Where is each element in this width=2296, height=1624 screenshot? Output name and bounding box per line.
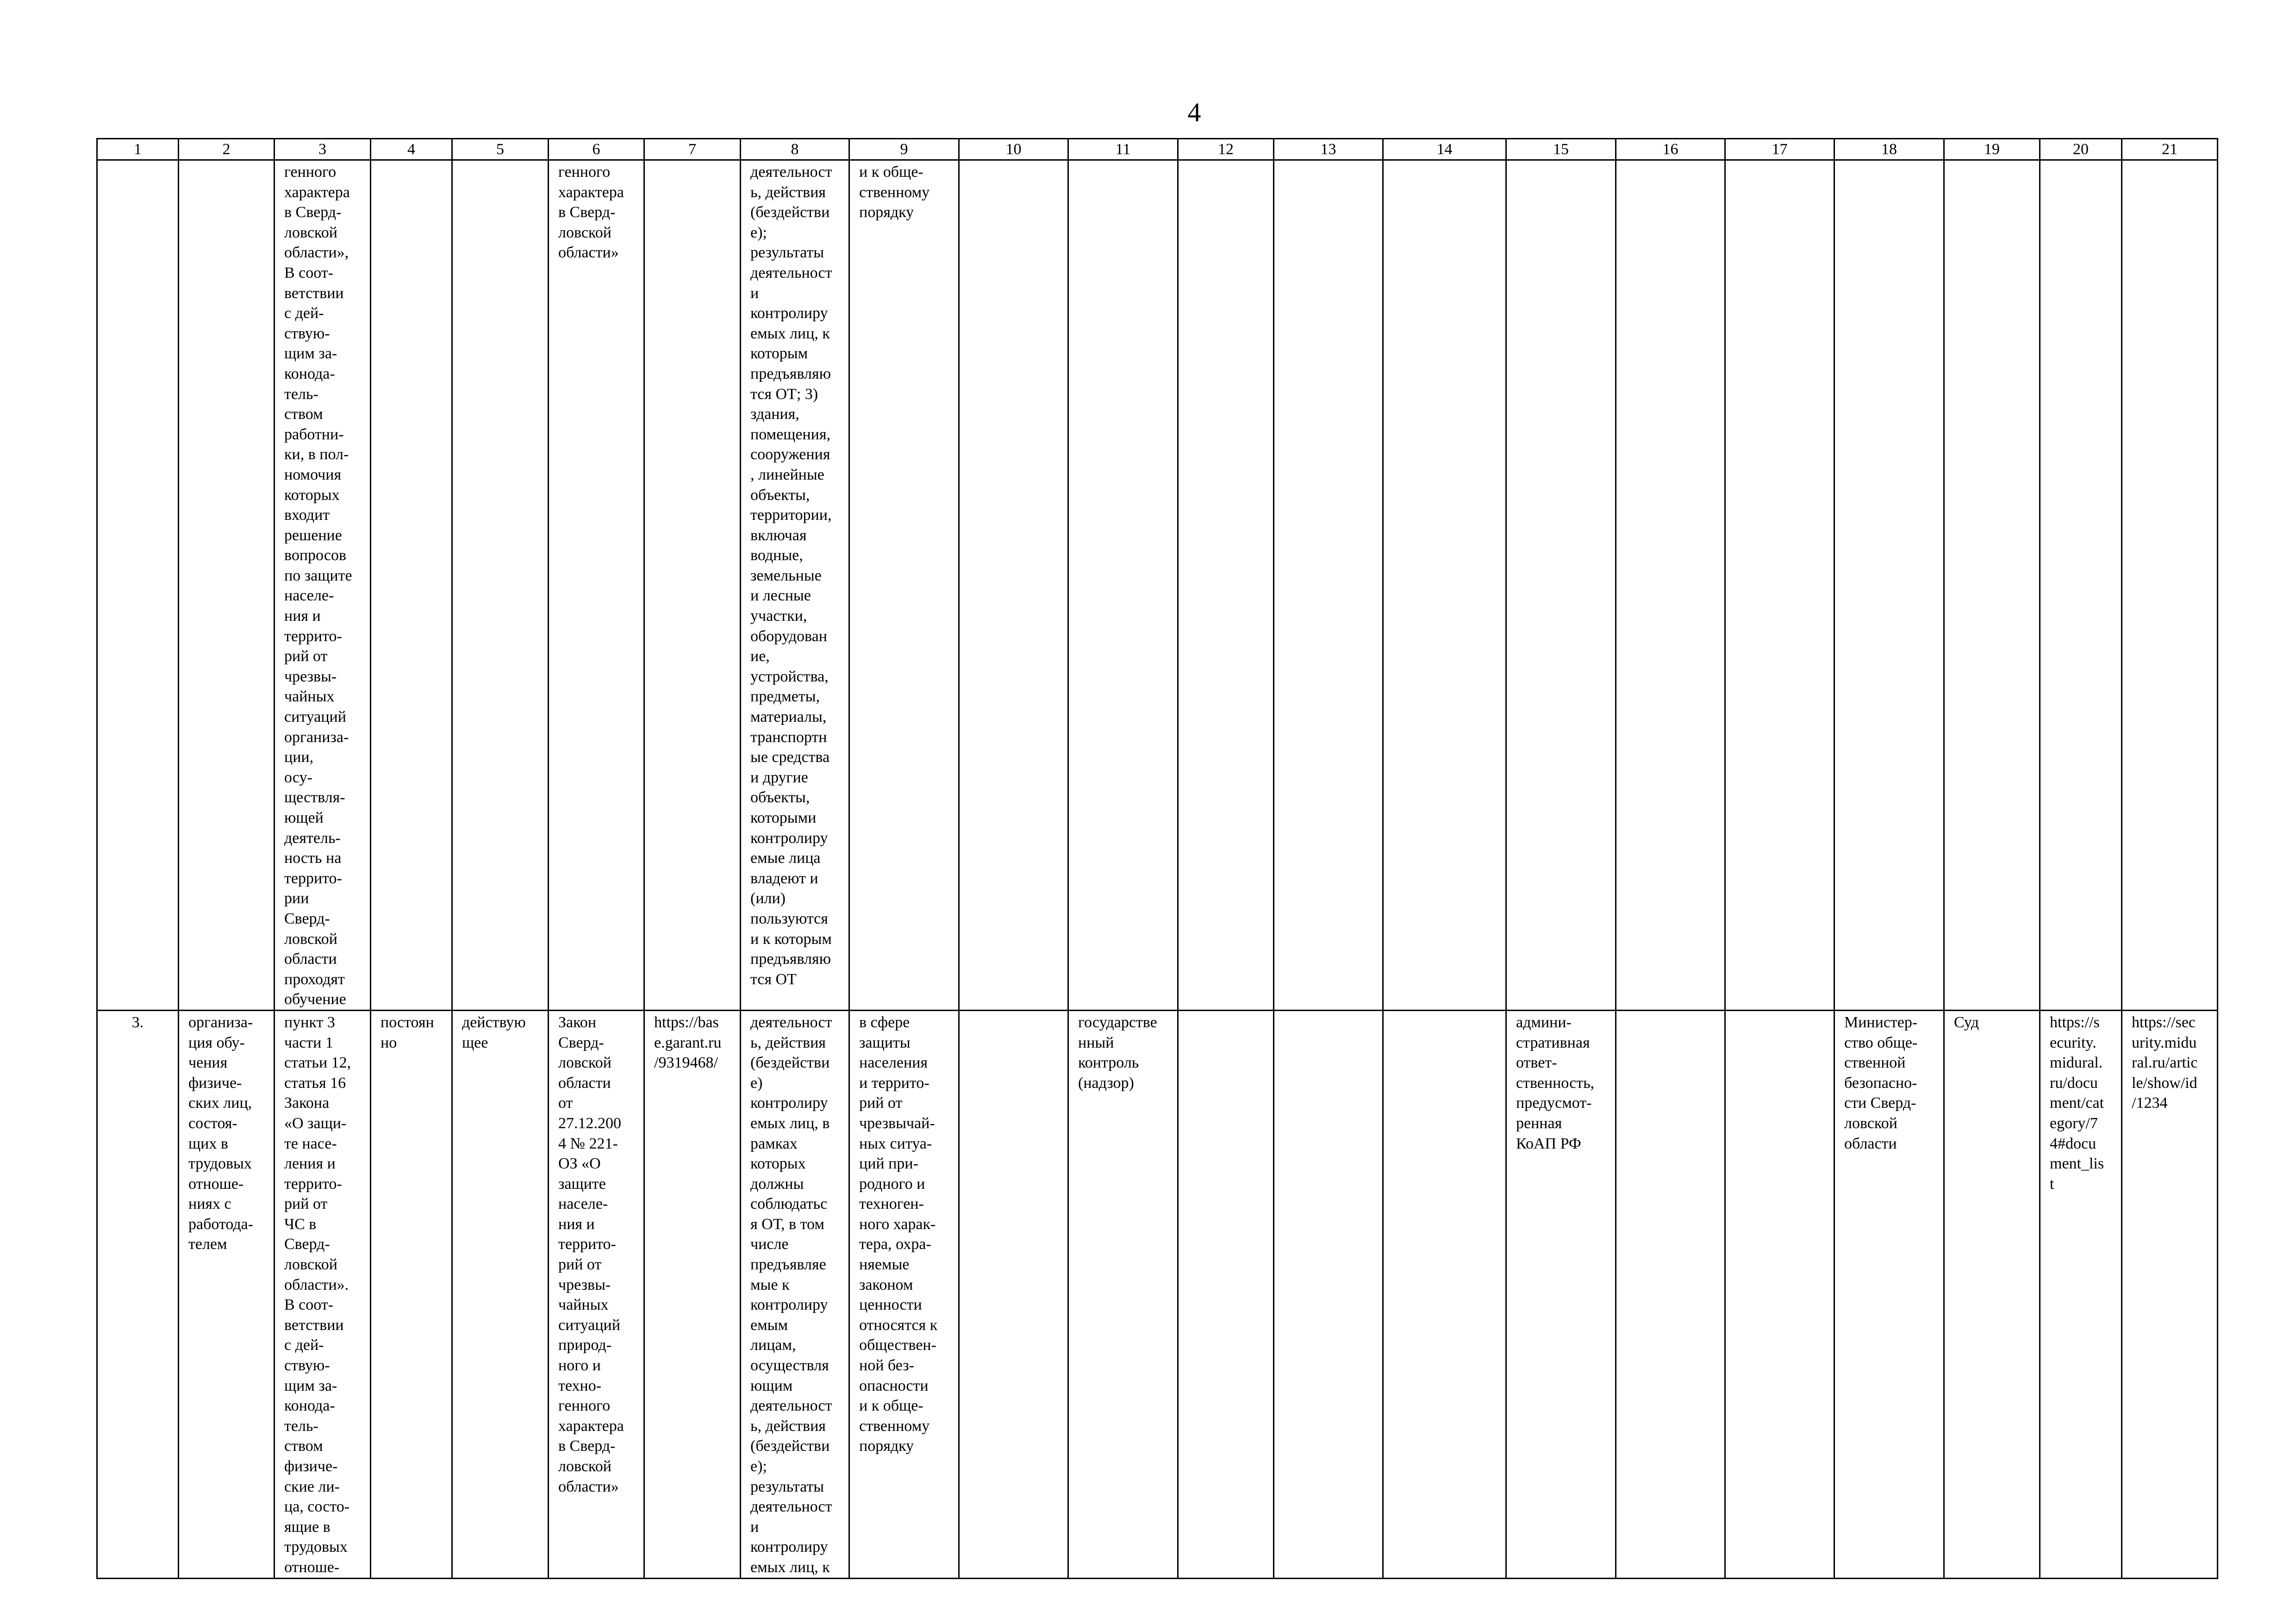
column-number: 10 <box>959 139 1068 160</box>
table-cell <box>1616 1010 1725 1578</box>
column-number: 17 <box>1725 139 1834 160</box>
table-cell <box>1274 1010 1383 1578</box>
row-number-cell <box>97 160 179 1011</box>
column-number: 6 <box>549 139 644 160</box>
table-cell: деятельност ь, действия (бездействи е); результаты деятельност и контролиру емых лиц, к которым предъявляю тся ОТ; 3) здания, помещения, сооружения , линейные объекты, территории, включая водные, земельные и лесные участки, оборудован ие, устройства, предметы, материалы, транспортн ые средства и другие объекты, которыми контролиру емые лица владеют и (или) пользуются и к которым предъявляю тся ОТ <box>741 160 849 1011</box>
table-cell: генного характера в Сверд- ловской области», В соот- ветствии с дей- ствую- щим за- конода- тель- ством работни- ки, в пол- номочия которых входит решение вопросов по защите населе- ния и террито- рий от чрезвы- чайных ситуаций организа- ции, осу- ществля- ющей деятель- ность на террито- рии Сверд- ловской области проходят обучение <box>275 160 371 1011</box>
url-cell: https://sec urity.midu ral.ru/artic le/show/id /1234 <box>2122 1010 2218 1578</box>
column-number: 1 <box>97 139 179 160</box>
url-cell: https://bas e.garant.ru /9319468/ <box>644 1010 741 1578</box>
table-cell <box>959 1010 1068 1578</box>
table-cell <box>1178 1010 1274 1578</box>
column-number: 19 <box>1944 139 2040 160</box>
table-cell <box>1834 160 1944 1011</box>
table-cell <box>1178 160 1274 1011</box>
row-number-cell: 3. <box>97 1010 179 1578</box>
column-number: 15 <box>1506 139 1616 160</box>
table-cell: админи- стративная ответ- ственность, предусмот- ренная КоАП РФ <box>1506 1010 1616 1578</box>
column-number: 2 <box>179 139 275 160</box>
table-cell: генного характера в Сверд- ловской области» <box>549 160 644 1011</box>
table-cell <box>1383 160 1506 1011</box>
column-number: 9 <box>849 139 959 160</box>
column-number: 7 <box>644 139 741 160</box>
register-table <box>96 138 2218 1579</box>
table-cell: деятельност ь, действия (бездействи е) контролиру емых лиц, в рамках которых должны соблюдатьс я ОТ, в том числе предъявляе мые к контролиру емым лицам, осуществля ющим деятельност ь, действия (бездействи е); результаты деятельност и контролиру емых лиц, к <box>741 1010 849 1578</box>
table-cell <box>1725 160 1834 1011</box>
table-cell <box>179 160 275 1011</box>
column-number: 16 <box>1616 139 1725 160</box>
column-number: 21 <box>2122 139 2218 160</box>
table-cell: государстве нный контроль (надзор) <box>1068 1010 1178 1578</box>
table-cell: Министер- ство обще- ственной безопасно- сти Сверд- ловской области <box>1834 1010 1944 1578</box>
table-cell <box>644 160 741 1011</box>
table-cell <box>1616 160 1725 1011</box>
table-cell: и к обще- ственному порядку <box>849 160 959 1011</box>
table-cell <box>452 160 549 1011</box>
column-number: 12 <box>1178 139 1274 160</box>
table-cell: пункт 3 части 1 статьи 12, статья 16 Закона «О защи- те насе- ления и террито- рий от ЧС в Сверд- ловской области». В соот- ветствии с дей- ствую- щим за- конода- тель- ством физиче- ские ли- ца, состо- ящие в трудовых отноше- <box>275 1010 371 1578</box>
column-number: 8 <box>741 139 849 160</box>
table-cell: в сфере защиты населения и террито- рий от чрезвычай- ных ситуа- ций при- родного и техноген- ного харак- тера, охра- няемые законом ценности относятся к обществен- ной без- опасности и к обще- ственному порядку <box>849 1010 959 1578</box>
table-cell <box>2040 160 2122 1011</box>
table-cell <box>1068 160 1178 1011</box>
table-cell <box>1383 1010 1506 1578</box>
column-number: 5 <box>452 139 549 160</box>
table-cell: Суд <box>1944 1010 2040 1578</box>
column-number: 4 <box>371 139 452 160</box>
url-cell: https://s ecurity. midural. ru/docu ment/cat egory/7 4#docu ment_lis t <box>2040 1010 2122 1578</box>
table-cell <box>1944 160 2040 1011</box>
table-cell: действую щее <box>452 1010 549 1578</box>
table-cell <box>1725 1010 1834 1578</box>
column-number: 20 <box>2040 139 2122 160</box>
table-cell <box>959 160 1068 1011</box>
column-number: 13 <box>1274 139 1383 160</box>
column-number: 3 <box>275 139 371 160</box>
table-cell <box>1506 160 1616 1011</box>
table-cell: организа- ция обу- чения физиче- ских лиц, состоя- щих в трудовых отноше- ниях с работода- телем <box>179 1010 275 1578</box>
column-number-row <box>97 139 2218 160</box>
column-number: 18 <box>1834 139 1944 160</box>
table-cell <box>2122 160 2218 1011</box>
table-cell <box>1274 160 1383 1011</box>
table-row <box>97 160 2218 1011</box>
table-cell: Закон Сверд- ловской области от 27.12.200 4 № 221- ОЗ «О защите населе- ния и террито- рий от чрезвы- чайных ситуаций природ- ного и техно- генного характера в Сверд- ловской области» <box>549 1010 644 1578</box>
page-number: 4 <box>1187 97 1201 127</box>
table-cell <box>371 160 452 1011</box>
table-row <box>97 1010 2218 1578</box>
column-number: 14 <box>1383 139 1506 160</box>
table-cell: постоян но <box>371 1010 452 1578</box>
column-number: 11 <box>1068 139 1178 160</box>
